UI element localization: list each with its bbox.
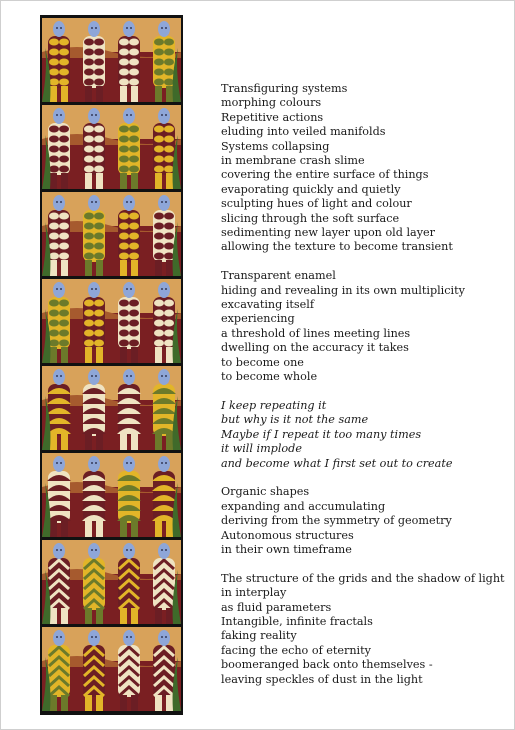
artwork-panel	[42, 105, 181, 189]
poem-line: slicing through the soft surface	[221, 211, 400, 225]
poem-line: to become whole	[221, 370, 318, 384]
poem-text	[221, 82, 506, 701]
poem-line: dwelling on the accuracy it takes	[221, 341, 409, 355]
poem-stanza	[221, 269, 506, 384]
poem-line: I keep repeating it	[221, 398, 327, 412]
poem-line: excavating itself	[221, 298, 315, 312]
poem-stanza	[221, 399, 506, 471]
poem-line: sedimenting new layer upon old layer	[221, 226, 436, 240]
poem-line: hiding and revealing in its own multiplicity	[221, 283, 465, 297]
poem-line: but why is it not the same	[221, 413, 369, 427]
artwork-panel	[42, 366, 181, 450]
poem-line: in membrane crash slime	[221, 154, 365, 168]
poem-line: to become one	[221, 355, 304, 369]
poem-line: Maybe if I repeat it too many times	[221, 427, 422, 441]
poem-line: eluding into veiled manifolds	[221, 125, 386, 139]
poem-line: morphing colours	[221, 96, 322, 110]
poem-line: Organic shapes	[221, 485, 310, 499]
poem-line: Intangible, infinite fractals	[221, 614, 373, 628]
poem-line: in interplay	[221, 586, 287, 600]
artwork-panel	[42, 453, 181, 537]
artwork-panel	[42, 279, 181, 363]
poem-line: sculpting hues of light and colour	[221, 197, 412, 211]
poem-line: facing the echo of eternity	[221, 643, 371, 657]
poem-line: in their own timeframe	[221, 542, 352, 556]
poem-line: deriving from the symmetry of geometry	[221, 514, 452, 528]
poem-line: Transfiguring systems	[221, 82, 348, 95]
poem-stanza	[221, 82, 506, 255]
poem-line: evaporating quickly and quietly	[221, 182, 401, 196]
artwork-strip	[40, 15, 183, 715]
artwork-panel	[42, 192, 181, 276]
poem-line: as fluid parameters	[221, 600, 332, 614]
poem-line: faking reality	[221, 629, 297, 643]
poem-line: it will implode	[221, 442, 302, 456]
poem-line: Autonomous structures	[221, 528, 354, 542]
poem-line: The structure of the grids and the shadow of light	[221, 571, 505, 585]
poem-line: allowing the texture to become transient	[221, 240, 453, 254]
artwork-panel	[42, 18, 181, 102]
poem-line: covering the entire surface of things	[221, 168, 429, 182]
poem-stanza	[221, 485, 506, 557]
poem-line: Systems collapsing	[221, 139, 330, 153]
poem-line: Repetitive actions	[221, 110, 324, 124]
poem-line: expanding and accumulating	[221, 499, 386, 513]
poem-line: experiencing	[221, 312, 295, 326]
poem-line: a threshold of lines meeting lines	[221, 326, 411, 340]
artwork-panel	[42, 627, 181, 711]
poem-line: Transparent enamel	[221, 269, 336, 283]
poem-line: boomeranged back onto themselves -	[221, 658, 433, 672]
artwork-panel	[42, 540, 181, 624]
poem-line: leaving speckles of dust in the light	[221, 672, 423, 686]
poem-line: and become what I first set out to create	[221, 456, 453, 470]
poem-stanza	[221, 572, 506, 687]
